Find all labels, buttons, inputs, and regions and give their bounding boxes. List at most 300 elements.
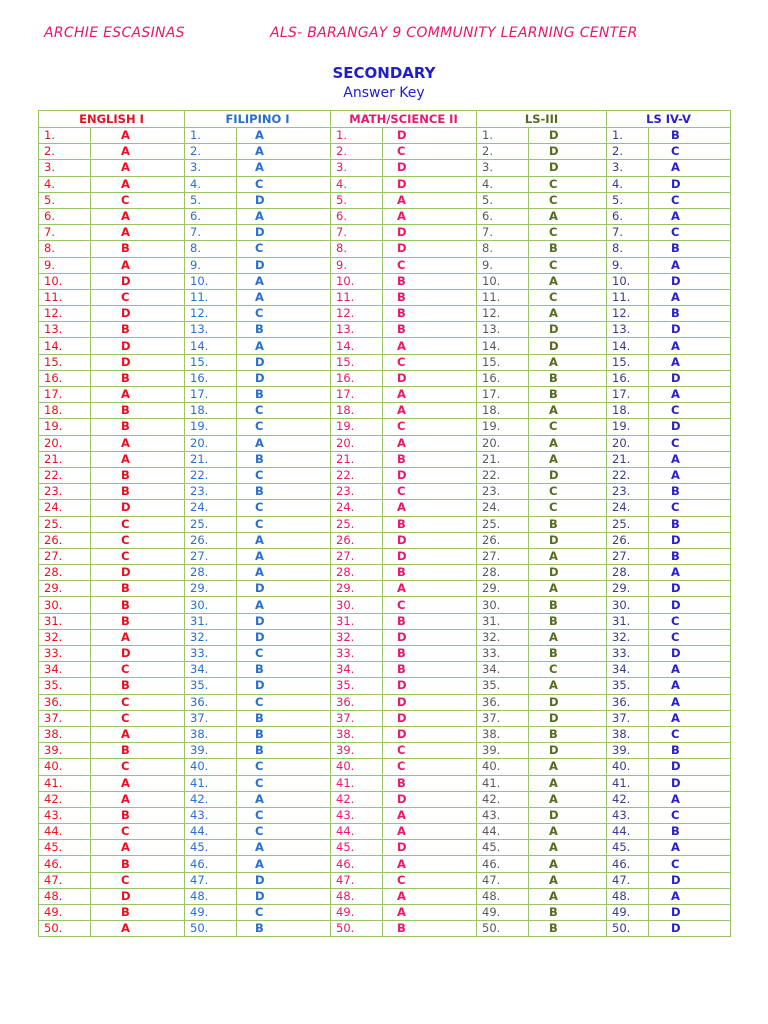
table-row [39, 419, 731, 435]
table-row [39, 565, 731, 581]
answer-filipino: B [237, 662, 331, 678]
answer-filipino: A [237, 532, 331, 548]
item-number-ls45: 15. [607, 354, 649, 370]
answer-english: A [91, 160, 185, 176]
item-number-filipino: 10. [185, 273, 237, 289]
table-row [39, 208, 731, 224]
table-row [39, 597, 731, 613]
answer-ls45: A [649, 678, 731, 694]
item-number-ls3: 50. [477, 921, 529, 937]
item-number-ls45: 12. [607, 306, 649, 322]
answer-ls45: C [649, 726, 731, 742]
answer-filipino: C [237, 306, 331, 322]
item-number-math: 42. [331, 791, 383, 807]
item-number-ls45: 48. [607, 888, 649, 904]
item-number-english: 46. [39, 856, 91, 872]
table-row [39, 856, 731, 872]
item-number-math: 29. [331, 581, 383, 597]
table-row [39, 807, 731, 823]
item-number-ls45: 25. [607, 516, 649, 532]
answer-math: C [383, 759, 477, 775]
answer-math: A [383, 208, 477, 224]
answer-ls3: C [529, 192, 607, 208]
item-number-ls3: 12. [477, 306, 529, 322]
answer-math: D [383, 467, 477, 483]
item-number-ls45: 18. [607, 403, 649, 419]
answer-ls45: A [649, 694, 731, 710]
answer-filipino: B [237, 921, 331, 937]
item-number-ls45: 6. [607, 208, 649, 224]
table-row [39, 257, 731, 273]
answer-filipino: A [237, 840, 331, 856]
table-row [39, 678, 731, 694]
answer-ls45: C [649, 225, 731, 241]
table-row [39, 662, 731, 678]
item-number-filipino: 19. [185, 419, 237, 435]
item-number-math: 36. [331, 694, 383, 710]
item-number-filipino: 29. [185, 581, 237, 597]
item-number-ls45: 27. [607, 548, 649, 564]
answer-ls3: B [529, 241, 607, 257]
answer-math: B [383, 613, 477, 629]
answer-ls45: D [649, 370, 731, 386]
answer-english: C [91, 289, 185, 305]
answer-ls45: D [649, 532, 731, 548]
item-number-english: 43. [39, 807, 91, 823]
answer-ls3: D [529, 144, 607, 160]
item-number-ls45: 9. [607, 257, 649, 273]
item-number-math: 10. [331, 273, 383, 289]
answer-english: A [91, 775, 185, 791]
item-number-ls45: 4. [607, 176, 649, 192]
answer-english: A [91, 840, 185, 856]
item-number-math: 5. [331, 192, 383, 208]
item-number-english: 47. [39, 872, 91, 888]
answer-ls3: C [529, 500, 607, 516]
column-header-filipino: FILIPINO I [185, 111, 331, 128]
answer-math: A [383, 387, 477, 403]
item-number-filipino: 6. [185, 208, 237, 224]
item-number-filipino: 9. [185, 257, 237, 273]
item-number-english: 25. [39, 516, 91, 532]
answer-ls45: A [649, 467, 731, 483]
item-number-ls3: 49. [477, 905, 529, 921]
answer-english: B [91, 403, 185, 419]
answer-ls45: C [649, 856, 731, 872]
answer-english: B [91, 581, 185, 597]
item-number-ls3: 21. [477, 451, 529, 467]
item-number-filipino: 32. [185, 629, 237, 645]
item-number-math: 9. [331, 257, 383, 273]
answer-filipino: A [237, 338, 331, 354]
item-number-math: 2. [331, 144, 383, 160]
item-number-ls3: 6. [477, 208, 529, 224]
answer-ls45: B [649, 484, 731, 500]
item-number-ls3: 14. [477, 338, 529, 354]
answer-ls45: C [649, 403, 731, 419]
answer-math: D [383, 370, 477, 386]
item-number-ls45: 1. [607, 128, 649, 144]
answer-ls3: A [529, 888, 607, 904]
answer-english: A [91, 726, 185, 742]
item-number-math: 37. [331, 710, 383, 726]
answer-math: B [383, 451, 477, 467]
answer-ls3: B [529, 613, 607, 629]
item-number-filipino: 28. [185, 565, 237, 581]
item-number-ls3: 40. [477, 759, 529, 775]
item-number-filipino: 44. [185, 824, 237, 840]
answer-ls45: A [649, 257, 731, 273]
item-number-filipino: 8. [185, 241, 237, 257]
answer-ls3: B [529, 726, 607, 742]
answer-ls45: A [649, 338, 731, 354]
answer-ls3: D [529, 565, 607, 581]
item-number-filipino: 4. [185, 176, 237, 192]
answer-filipino: C [237, 419, 331, 435]
item-number-ls3: 2. [477, 144, 529, 160]
item-number-ls45: 16. [607, 370, 649, 386]
item-number-ls3: 37. [477, 710, 529, 726]
item-number-english: 45. [39, 840, 91, 856]
page-title: SECONDARY [332, 64, 436, 82]
answer-english: D [91, 888, 185, 904]
answer-math: B [383, 775, 477, 791]
table-row [39, 581, 731, 597]
item-number-ls45: 10. [607, 273, 649, 289]
table-row [39, 467, 731, 483]
item-number-ls3: 24. [477, 500, 529, 516]
item-number-ls45: 47. [607, 872, 649, 888]
table-row [39, 694, 731, 710]
item-number-ls3: 8. [477, 241, 529, 257]
item-number-filipino: 23. [185, 484, 237, 500]
item-number-math: 43. [331, 807, 383, 823]
item-number-ls3: 9. [477, 257, 529, 273]
answer-ls3: A [529, 629, 607, 645]
item-number-ls3: 15. [477, 354, 529, 370]
item-number-ls3: 39. [477, 743, 529, 759]
item-number-filipino: 2. [185, 144, 237, 160]
item-number-ls3: 17. [477, 387, 529, 403]
learning-center-name: ALS- BARANGAY 9 COMMUNITY LEARNING CENTER [270, 25, 638, 41]
answer-ls3: D [529, 743, 607, 759]
item-number-math: 44. [331, 824, 383, 840]
answer-ls45: D [649, 759, 731, 775]
item-number-ls45: 22. [607, 467, 649, 483]
item-number-filipino: 34. [185, 662, 237, 678]
item-number-english: 42. [39, 791, 91, 807]
item-number-ls3: 26. [477, 532, 529, 548]
item-number-math: 15. [331, 354, 383, 370]
item-number-ls45: 50. [607, 921, 649, 937]
answer-ls45: C [649, 435, 731, 451]
item-number-filipino: 13. [185, 322, 237, 338]
answer-ls45: C [649, 807, 731, 823]
item-number-english: 48. [39, 888, 91, 904]
item-number-filipino: 26. [185, 532, 237, 548]
answer-key-table [38, 110, 731, 937]
item-number-ls45: 41. [607, 775, 649, 791]
answer-math: B [383, 646, 477, 662]
answer-math: A [383, 888, 477, 904]
answer-ls3: A [529, 273, 607, 289]
answer-english: D [91, 338, 185, 354]
item-number-ls3: 23. [477, 484, 529, 500]
answer-filipino: A [237, 548, 331, 564]
item-number-filipino: 18. [185, 403, 237, 419]
item-number-math: 47. [331, 872, 383, 888]
item-number-math: 33. [331, 646, 383, 662]
item-number-english: 14. [39, 338, 91, 354]
item-number-math: 4. [331, 176, 383, 192]
answer-ls3: D [529, 467, 607, 483]
item-number-filipino: 46. [185, 856, 237, 872]
answer-ls45: C [649, 629, 731, 645]
answer-english: A [91, 257, 185, 273]
answer-english: A [91, 225, 185, 241]
answer-ls45: A [649, 662, 731, 678]
answer-ls45: A [649, 160, 731, 176]
item-number-ls3: 13. [477, 322, 529, 338]
item-number-english: 36. [39, 694, 91, 710]
answer-ls45: A [649, 387, 731, 403]
answer-math: B [383, 322, 477, 338]
answer-filipino: A [237, 160, 331, 176]
item-number-english: 11. [39, 289, 91, 305]
answer-math: B [383, 516, 477, 532]
answer-english: B [91, 370, 185, 386]
item-number-english: 9. [39, 257, 91, 273]
answer-ls45: D [649, 581, 731, 597]
answer-ls3: A [529, 403, 607, 419]
answer-ls45: B [649, 241, 731, 257]
answer-ls45: D [649, 322, 731, 338]
item-number-math: 12. [331, 306, 383, 322]
answer-ls45: D [649, 872, 731, 888]
item-number-ls45: 13. [607, 322, 649, 338]
answer-english: D [91, 354, 185, 370]
answer-english: B [91, 484, 185, 500]
item-number-english: 8. [39, 241, 91, 257]
answer-math: A [383, 824, 477, 840]
answer-ls45: C [649, 500, 731, 516]
answer-ls45: B [649, 128, 731, 144]
answer-english: D [91, 500, 185, 516]
item-number-ls45: 37. [607, 710, 649, 726]
answer-ls45: A [649, 354, 731, 370]
answer-english: C [91, 694, 185, 710]
item-number-ls3: 41. [477, 775, 529, 791]
answer-math: B [383, 921, 477, 937]
item-number-ls3: 31. [477, 613, 529, 629]
item-number-ls3: 18. [477, 403, 529, 419]
item-number-ls3: 42. [477, 791, 529, 807]
item-number-filipino: 31. [185, 613, 237, 629]
answer-math: D [383, 548, 477, 564]
table-row [39, 225, 731, 241]
answer-ls45: D [649, 419, 731, 435]
table-row [39, 743, 731, 759]
table-row [39, 192, 731, 208]
item-number-filipino: 21. [185, 451, 237, 467]
answer-filipino: A [237, 128, 331, 144]
answer-math: C [383, 743, 477, 759]
item-number-ls45: 30. [607, 597, 649, 613]
answer-ls3: B [529, 387, 607, 403]
item-number-filipino: 35. [185, 678, 237, 694]
answer-filipino: B [237, 387, 331, 403]
table-row [39, 646, 731, 662]
item-number-english: 3. [39, 160, 91, 176]
item-number-filipino: 14. [185, 338, 237, 354]
item-number-english: 24. [39, 500, 91, 516]
answer-ls45: D [649, 775, 731, 791]
answer-ls3: A [529, 872, 607, 888]
answer-math: C [383, 354, 477, 370]
item-number-ls45: 23. [607, 484, 649, 500]
answer-math: C [383, 597, 477, 613]
item-number-ls3: 4. [477, 176, 529, 192]
answer-math: A [383, 338, 477, 354]
answer-english: B [91, 905, 185, 921]
answer-math: C [383, 484, 477, 500]
answer-ls3: B [529, 516, 607, 532]
answer-filipino: A [237, 791, 331, 807]
table-row [39, 629, 731, 645]
answer-ls45: B [649, 824, 731, 840]
item-number-math: 23. [331, 484, 383, 500]
item-number-english: 44. [39, 824, 91, 840]
item-number-ls3: 11. [477, 289, 529, 305]
answer-ls45: C [649, 144, 731, 160]
answer-english: C [91, 532, 185, 548]
answer-english: A [91, 451, 185, 467]
item-number-filipino: 1. [185, 128, 237, 144]
item-number-ls3: 19. [477, 419, 529, 435]
item-number-english: 15. [39, 354, 91, 370]
answer-math: C [383, 419, 477, 435]
answer-ls3: D [529, 694, 607, 710]
answer-ls3: B [529, 370, 607, 386]
item-number-math: 27. [331, 548, 383, 564]
answer-filipino: D [237, 354, 331, 370]
item-number-english: 18. [39, 403, 91, 419]
answer-math: A [383, 192, 477, 208]
answer-ls3: D [529, 128, 607, 144]
item-number-math: 22. [331, 467, 383, 483]
table-row [39, 726, 731, 742]
table-row [39, 403, 731, 419]
item-number-ls3: 25. [477, 516, 529, 532]
answer-filipino: C [237, 759, 331, 775]
item-number-math: 11. [331, 289, 383, 305]
answer-english: A [91, 921, 185, 937]
answer-math: A [383, 905, 477, 921]
answer-math: D [383, 160, 477, 176]
item-number-ls45: 35. [607, 678, 649, 694]
item-number-ls3: 16. [477, 370, 529, 386]
answer-ls3: A [529, 759, 607, 775]
answer-math: A [383, 500, 477, 516]
answer-ls45: D [649, 646, 731, 662]
item-number-math: 24. [331, 500, 383, 516]
item-number-ls3: 33. [477, 646, 529, 662]
answer-filipino: B [237, 726, 331, 742]
item-number-ls45: 36. [607, 694, 649, 710]
item-number-ls3: 29. [477, 581, 529, 597]
item-number-math: 45. [331, 840, 383, 856]
answer-filipino: C [237, 694, 331, 710]
answer-math: D [383, 678, 477, 694]
answer-ls45: D [649, 273, 731, 289]
answer-math: A [383, 435, 477, 451]
item-number-ls3: 43. [477, 807, 529, 823]
answer-filipino: A [237, 208, 331, 224]
item-number-english: 35. [39, 678, 91, 694]
item-number-ls3: 35. [477, 678, 529, 694]
item-number-ls45: 21. [607, 451, 649, 467]
table-row [39, 824, 731, 840]
answer-english: C [91, 662, 185, 678]
answer-english: A [91, 629, 185, 645]
table-row [39, 306, 731, 322]
item-number-filipino: 38. [185, 726, 237, 742]
answer-math: A [383, 807, 477, 823]
table-row [39, 435, 731, 451]
answer-ls45: D [649, 176, 731, 192]
answer-ls3: A [529, 775, 607, 791]
answer-ls3: A [529, 678, 607, 694]
column-header-ls3: LS-III [477, 111, 607, 128]
item-number-filipino: 27. [185, 548, 237, 564]
answer-english: B [91, 743, 185, 759]
answer-english: B [91, 322, 185, 338]
column-header-ls45: LS IV-V [607, 111, 731, 128]
item-number-ls45: 40. [607, 759, 649, 775]
item-number-ls45: 14. [607, 338, 649, 354]
item-number-english: 17. [39, 387, 91, 403]
answer-ls45: B [649, 306, 731, 322]
table-row [39, 759, 731, 775]
item-number-math: 31. [331, 613, 383, 629]
item-number-english: 16. [39, 370, 91, 386]
page-subtitle: Answer Key [343, 85, 425, 101]
item-number-math: 16. [331, 370, 383, 386]
answer-math: B [383, 273, 477, 289]
answer-ls3: A [529, 306, 607, 322]
item-number-math: 28. [331, 565, 383, 581]
item-number-english: 10. [39, 273, 91, 289]
item-number-ls45: 39. [607, 743, 649, 759]
header-row [39, 111, 731, 128]
answer-english: C [91, 759, 185, 775]
item-number-math: 8. [331, 241, 383, 257]
answer-ls3: C [529, 419, 607, 435]
item-number-filipino: 24. [185, 500, 237, 516]
answer-english: C [91, 192, 185, 208]
item-number-math: 32. [331, 629, 383, 645]
answer-filipino: B [237, 484, 331, 500]
answer-ls45: C [649, 192, 731, 208]
item-number-filipino: 33. [185, 646, 237, 662]
item-number-ls3: 45. [477, 840, 529, 856]
answer-ls3: B [529, 646, 607, 662]
table-row [39, 354, 731, 370]
answer-ls3: D [529, 532, 607, 548]
table-row [39, 613, 731, 629]
answer-math: D [383, 241, 477, 257]
answer-math: C [383, 144, 477, 160]
